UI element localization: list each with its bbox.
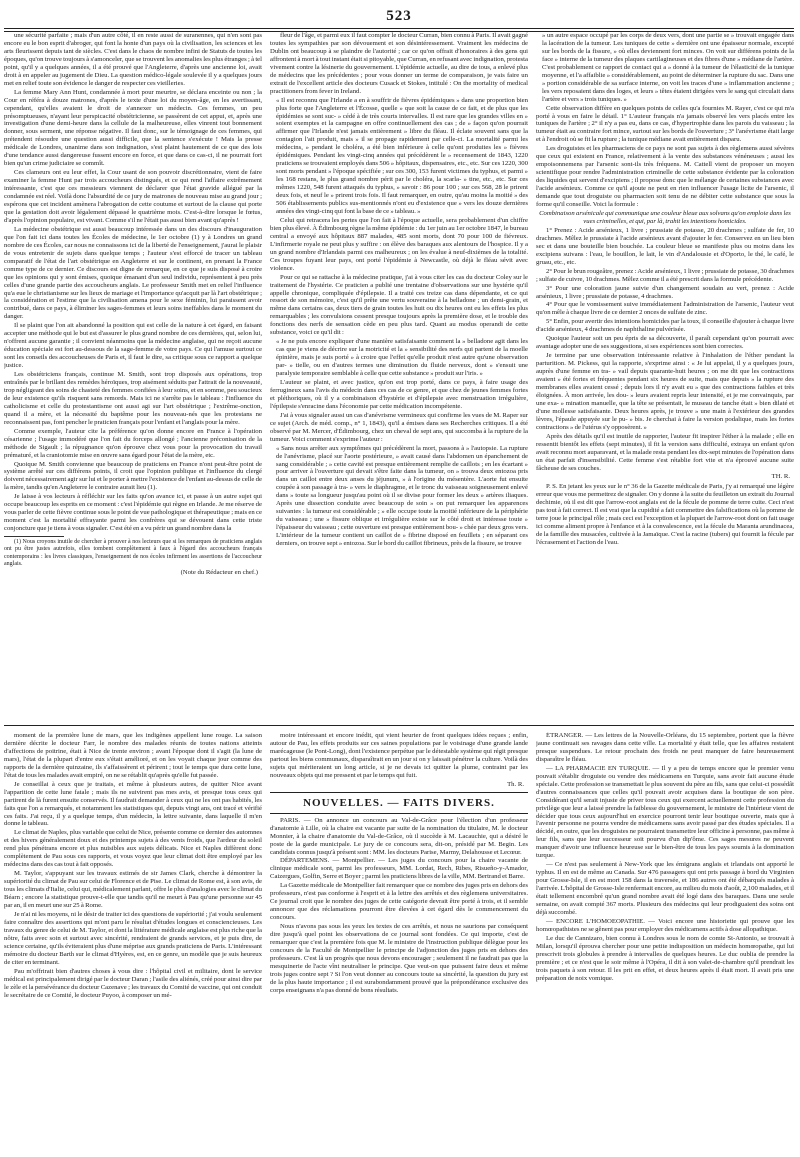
paragraph: Après des détails qu'il est inutile de rapporter, l'auteur fit inspirer l'éther à la malade ; elle en ressentit bientôt les effets (sept minutes), il fit la version sans difficulté, extraya un enfant qu'on avait reconnu mort auparavant, et la malade resta pendant les dix-sept minutes de l'opération dans un état parfait d'insensibilité. Cette femme s'est rétablie fort vite et n'a éprouvé aucune suite fâcheuse de ses couches. — [536, 432, 794, 472]
upper-column-2 — [270, 32, 528, 722]
news-item: ÉTRANGER. — Les lettres de la Nouvelle-Orléans, du 15 septembre, portent que la fièvre jaune continuait ses ravages dans cette ville. La mortalité y était telle, que les affaires restaient presque suspendues. Le retour prochain des froids ne peut manquer de faire heureusement disparaître le fléau. — [536, 732, 794, 763]
paragraph: P. S. En jetant les yeux sur le n° 36 de la Gazette médicale de Paris, j'y ai remarqué une légère erreur que vous me permettrez de signaler. On y donne à la suite du feuilleton un extrait du Journal dechimie, où il est dit que l'arrow-root anglais est de la fécule de pomme de terre cuite. Ceci n'est pas tout à fait correct. Il est vrai que la cupidité a fait commettre des falsifications où la pomme de terre joue le principal rôle ; mais ceci est l'exception et la plupart de l'arrow-root dont on fait usage ici comme aliment propre à l'enfance et à la convalescence, est la fécule du Maranta arundinacea, de la famille des musacées, cultivée à la Jamaïque. C'est la racine (tubers) qui fournit la fécule par l'écrasement et l'action de l'eau. — [536, 483, 794, 547]
paragraph: Les droguistes et les pharmaciens de ce pays ne sont pas sujets à des règlemens aussi sévères que ceux qui existent en France, relativement à la vente des substances vénéneuses ; aussi les empoisonnemens par l'arsenic sont-ils très fréquens. M. Cattell vient de proposer un moyen scientifique pour rendre l'administration criminelle de cette substance évidente par la coloration des liquides qui servent d'excipiens ; il propose donc que le mélange de certaines substances avec l'acide arsénieux. Comme ce qu'il ajoute ne peut en rien influencer l'usage licite de l'arsenic, il demande que tout droguiste ou pharmacien soit tenu de ne débiter cette substance que sous la forme qu'il conseille. Voici la formule : — [536, 145, 794, 209]
paragraph: 2° Pour le brun rougeâtre, prenez : Acide arsénieux, 1 livre ; prussiate de potasse, 30 drachmes ; sulfate de cuivre, 10 drachmes. Mêlez comme il a été prescrit dans la formule précédente. — [536, 267, 794, 283]
paragraph: Je termine par une observation intéressante relative à l'inhalation de l'éther pendant la parturition. M. Pickess, qui la rapporte, s'exprime ainsi : « Je lui appelai, il y a quelques jours, auprès d'une femme en tra- » vail depuis quarante-huit heures ; on me dit que les contractions avaient » été fortes et fréquentes pendant six heures de suite, mais que depuis » la rupture des membranes elles avaient cessé ; depuis lors il n'y avait eu » que des contractions faibles et très éloignées. À mon arrivée, les dou- » leurs avaient repris leur intensité, et je me convainquis, par une exa- » mination manuelle, que la tête se présentait, le museau de tanche était » bien dilaté et d'une mollesse satisfaisante. Deux heures après, je trouve » une main à l'extérieur des grandes lèvres, l'épaule appuyée sur le pu- » bis. Je cherchai à faire la version podalique, mais les fortes contractions » de l'utérus s'y opposèrent. » — [536, 352, 794, 431]
footnote: (1) Nous croyons inutile de chercher à prouver à nos lecteurs que si les remarques de praticiens anglais ont pu être justes autrefois, elles tombent complètement à faux à l'égard des accoucheurs français contemporains : les livres classiques, l'enseignement de nos écoles infirment les assertions de l'accoucheur anglais. — [4, 539, 262, 567]
paragraph: Je conseillai à ceux que je traitais, et même à plusieurs autres, de quitter Nice avant l'apparition de cette lune fatale ; mais ils ne suivirent pas mes avis, et presque tous ceux qui partirent de là furent ensuite conservés. Il faudrait demander à ceux qui ne les ont pas habités, les faits que l'on a remarqués, et notamment les statistiques qui, depuis vingt ans, ont tracé et vérifié ces faits. J'ai reçu, il y a quelque temps, d'un médecin, la lettre suivante, dans laquelle il m'en donne le tableau. — [4, 780, 262, 828]
paragraph: 4° Pour que le vomissement suive immédiatement l'administration de l'arsenic, l'auteur veut qu'on mêle à chaque livre de ce dernier 2 onces de sulfate de zinc. — [536, 301, 794, 317]
upper-column-1 — [4, 32, 262, 722]
paragraph: Je n'ai ni les moyens, ni le désir de traiter ici des questions de supériorité ; j'ai voulu seulement faire connaître des assertions qui m'ont paru le résultat d'études longues et consciencieuses. Les travaux du genre de celui de M. Taylor, et dont la littérature médicale anglaise est plus riche que la nôtre, faits avec soin et surtout avec sincérité, rendraient de grands services, et je puis dire, de science certaine, qu'ils éviteraient plus d'une méprise aux grands praticiens de Paris. L'intéressant mémoire du docteur Barth sur le climat d'Hyères, est, en ce genre, un modèle que je suis heureux de citer en terminant. — [4, 910, 262, 966]
news-section-title: NOUVELLES. — FAITS DIVERS. — [303, 796, 495, 809]
paragraph: L'auteur se plaint, et avec justice, qu'on est trop porté, dans ce pays, à faire usage des ferrugineux sans l'avis du médecin dans ces cas de ce genre, et que chez de jeunes femmes fortes et pléthoriques, où il y a combinaison d'hystérie et d'épilepsie avec menstruation irrégulière, l'épilepsie s'enracine dans l'économie par cette médication incompétente. — [270, 378, 528, 410]
paragraph: 3° Pour une coloration jaune suivie d'un changement soudain au vert, prenez : Acide arsénieux, 1 livre ; prussiate de potasse, 4 drachmes. — [536, 284, 794, 300]
paragraph: La médecine obstétrique est aussi beaucoup intéressée dans un des discours d'inauguration que l'on fait ici dans toutes les Écoles de médecine, le 1er octobre (1) y à Londres un grand nombre de ces Écoles, car nous ne connaissons ici de la liberté de l'enseignement, j'aurai le plaisir de vous entretenir de sujets dans quelque temps ; l'auteur s'est efforcé de tracer un tableau comparatif de l'état de l'art obstétrique en Angleterre et sur le continent, en prenant la France comme type de ce dernier. Ce discours est digne de remarque, en ce que je suis disposé à croire que les opinions qui y sont émises, quoique émanant d'un seul individu, représentent à peu près celles d'une grande partie des accoucheurs anglais. Le professeur Smith met en relief l'influence qu'a eue le christianisme sur les lieux de mariage et l'importance qu'acquit par là l'art obstétrique ; la considération et l'estime que la civilisation amena pour le sexe féminin, lui paraissent avoir contribué, dans ce pays, à éliminer les sages-femmes et leurs soins ineffables dans le moment du danger. — [4, 225, 262, 321]
lower-column-1 — [4, 732, 262, 1152]
news-item: Le duc de Cannizaro, bien connu à Londres sous le nom de comte St-Antonio, se trouvait à Milan, lorsqu'il éprouva chercher pour une petite indisposition un médecin homœopathe, qui lui prescrivit trois globules à prendre à intervalles de quelques heures. Le duc oublia de prendre la première ; et ce n'est que le soir même à l'Opéra, il dit à son valet-de-chambre qu'il prendrait les trois paquets à son retour. Il les prit en effet, et deux heures après il était mort. Il avait pris une préparation de noix vomique. — [536, 934, 794, 982]
paragraph: J'ai à vous signaler aussi un cas d'anévrisme vermineux qui confirme les vues de M. Raper sur ce sujet (Arch. de méd. comp., n° 1, 1843), qu'il a émises dans ses Recherches critiques. Il a été observé par M. Mercer, d'Édimbourg, chez un cheval de sept ans, qui succomba à la rupture de la tumeur. Voici comment s'exprime l'auteur : — [270, 411, 528, 443]
paragraph: 5° Enfin, pour avertir des intentions homicides par la toux, il conseille d'ajouter à chaque livre d'acide arsénieux, 4 drachmes de naphthaline pulvérisée. — [536, 318, 794, 334]
page-number: 523 — [386, 8, 412, 24]
paragraph: Quoique l'auteur soit un peu épris de sa découverte, il paraît cependant qu'on pourrait avec avantage adopter une de ses suggestions, si ses expériences sont bien correctes. — [536, 335, 794, 351]
lower-column-3 — [536, 732, 794, 1152]
lower-columns — [4, 732, 794, 1152]
paragraph: Je laisse à vos lecteurs à réfléchir sur les faits qu'on avance ici, et passe à un autre sujet qui occupe beaucoup les esprits en ce moment : c'est l'épidémie qui règne en Irlande. Je me réserve de vous parler de cette fièvre continue sous le point de vue pathologique et thérapeutique ; mais en ce moment c'est la mortalité effrayante parmi les confrères qui se dévouent dans cette triste conjoncture que je tiens à vous signaler. C'est été en a vu périr un grand nombre dans la — [4, 493, 262, 533]
paragraph: moment de la première lune de mars, que les indigènes appellent lune rouge. La saison dernière décrite le docteur Farr, le nombre des malades réunis de toutes nations atteints d'affections de poitrine, était à Nice de trente environ ; avant l'époque dont il s'agit (la lune de mars), l'état de la plupart d'entre eux s'était amélioré, et on les voyait chaque jour comme des rapports de la dernière quinzaine, ils s'affaissèrent et périrent ; tout le temps que dura cette lune, l'état de tous les malades avait empiré, on ne se rétablit qu'après qu'elle fut passée. — [4, 732, 262, 779]
quotation: « Sans nous arrêter aux symptômes qui précédèrent la mort, passons à » l'autopsie. La rupture de l'anévrisme, placé sur l'aorte postérieure, » avait causé dans l'abdomen un épanchement de sang considérable ; » cette cavité est presque entièrement remplie de caillots ; en les écartant » pour arriver à l'ouverture qui devait s'être faite dans la tumeur, on » trouva deux entozoa pris dans un caillot entre deux anses du jéjunum, » à l'origine du mésentère. L'aorte fut ensuite coupée à son passage à tra- » vers le diaphragme, et le tronc du vaisseau soigneusement enlevé dans » toute sa longueur jusqu'au point où il se divise pour former les deux » artères iliaques. Après une dissection conduite avec beaucoup de soin » on put remarquer les apparences suivantes : la tumeur est considérable ; » elle occupe toute la moitié inférieure de la périphérie du vaisseau ; une » fissure oblique et irrégulière existe sur le côté droit et intéresse toute » l'épaisseur du vaisseau ; cette ouverture est presque entièrement bou- » chée par deux gros vers. L'intérieur de la tumeur contient un caillot de » fibrine disposé en feuillets ; en séparant ces derniers, on trouve sept » entozoa. Sur le bord du caillot fibrineux, près de la fissure, se trouve — [276, 444, 528, 548]
quotation: « Je ne puis encore expliquer d'une manière satisfaisante comment la » belladone agit dans les cas que je viens de décrire sur la motricité et la » sensibilité des nerfs qui partent de la moelle épinière, mais je suis porté » à croire que l'effet qu'elle produit n'est autre qu'une observation par- » tielle, ou en d'autres termes une diminution du fluide nerveux, dont » s'ensuit une paralysie temporaire semblable à celle que cette substance » produit sur l'iris. » — [276, 338, 528, 378]
paragraph: Le climat de Naples, plus variable que celui de Nice, présente comme ce dernier des automnes et des hivers généralement doux et des printemps sujets à des vents froids, que l'ardeur du soleil rend plus pénétrans encore et plus nuisibles aux sujets délicats. Nice et Naples diffèrent donc complètement de Pau sous ces rapports, et vous voyez que leur climat doit être employé par les médecins dans des cas tout à fait opposés. — [4, 829, 262, 869]
news-item: DÉPARTEMENS. — Montpellier. — Les juges du concours pour la chaire vacante de clinique médicale sont, parmi les professeurs, MM. Lordat, Rech, Ribes, Risueño-y-Amador, Caizergues, Golfin, Serre et Boyer ; parmi les praticiens libres de la ville, MM. Bertrand et Barre. — [270, 857, 528, 881]
news-item: — Ce n'est pas seulement à New-York que les émigrans anglais et irlandais ont apporté le typhus. Il en est de même au Canada. Sur 476 passagers qui ont pris passage à bord du Virginien pour Grosse-Isle, il en est mort 158 dans la traversée, et 186 autres ont été débarqués malades à l'arrivée. L'hôpital de Grosse-Isle renfermait encore, au milieu du mois d'août, 2,100 malades, et il était tellement encombré qu'un grand nombre avait été logé dans des baraques. Dans une seule semaine, on avait compté 367 morts. Plusieurs des médecins qui leur prodiguaient des soins ont déjà succombé. — [536, 861, 794, 916]
feuilleton-signature: Th. R. — [507, 780, 524, 788]
paragraph: M. Taylor, s'appuyant sur les travaux estimés de sir James Clark, cherche à démontrer la supériorité du climat de Pau sur celui de Florence et de Pise. Le climat de Rome est, à son avis, de tous les climats d'Italie, celui qui, médicalement parlant, offre le plus d'analogies avec le climat du Béarn ; encore la statistique prouve-t-elle que tandis qu'il ne meurt à Pau qu'une personne sur 45 par an, il en meurt une sur 25 à Rome. — [4, 870, 262, 910]
paragraph: Les obstétriciens français, continue M. Smith, sont trop disposés aux opérations, trop entraînés par le brillant des remèdes héroïques, trop aisément séduits par l'attrait de la nouveauté, trop négligeant des soins de chasteté des femmes confiées à leur soins, et en somme, peu soucieux de leur existence qu'ils risquent sans remords. Mais ici ne s'arrête pas le tableau : l'influence du catholicisme et celle du protestantisme ont aussi agi sur l'art obstétrique ; l'extrême-onction, quand il a mère, et la nécessité du baptême pour les nouveau-nés que les protestans ne reconnaissent pas, font pencher le praticien français pour l'enfant et l'anglais pour la mère. — [4, 371, 262, 426]
lower-column-2 — [270, 732, 528, 1152]
news-item: PARIS. — On annonce un concours au Val-de-Grâce pour l'élection d'un professeur d'anatomie à Lille, où la chaire est vacante par suite de la nomination du titulaire, M. le docteur Monnier, à la chaire d'anatomie du Val-de-Grâce, où il succède à M. Lacauchie, qui a désiré le poste de la garde municipale. Le jury de ce concours sera, dit-on, présidé par M. Begin. Les candidats connus jusqu'à présent sont : MM. les docteurs Parise, Marmy, Delahousse et Lecœur. — [270, 816, 528, 856]
paragraph: Il se plaint que l'on ait abandonné la position qui est celle de la nature à cet égard, en faisant accepter une méthode qui le but est d'assurer le plus grand nombre de ces dernières, qui, selon lui, n'offrent aucune garantie ; il convient néanmoins que la médecine anglaise, qui ne reçoit aucune éducation spéciale est fort au-dessous de la sage-femme de votre pays. Ce qui l'amuse surtout ce sont les conseils des accoucheuses de Paris et, il faut le dire, sa critique sous ce rapport a quelque justice. — [4, 322, 262, 370]
upper-column-3 — [536, 32, 794, 722]
letter-column-1 — [4, 32, 262, 533]
section-rule — [270, 792, 528, 793]
letter-signature: TH. R. — [771, 473, 790, 481]
quotation: » un autre espace occupé par les corps de deux vers, dont une partie se » trouvait engagée dans la lacération de la tumeur. Les tuniques de cette » dernière ont une épaisseur normale, excepté sur les bords de la fissure, » où elles deviennent fort minces. On voit sur différens points de la face » interne de la tumeur des plaques cartilagineuses et des fibres d'une » médiane de l'artère. C'est probablement ce rapport de contact qui a » donné à la tumeur de l'élasticité de la tunique moyenne, et l'a affaiblie » considérablement, au point de déterminer la rupture du sac. Dans une » portion considérable de sa surface interne, on voit les traces d'une » inflammation ancienne ; les vers reposaient dans des loges, et leurs » têtes étaient dirigées vers le sang qui circulait dans l'artère et vers » trois tuniques. » — [542, 32, 794, 103]
news-item: La Gazette médicale de Montpellier fait remarquer que ce nombre des juges pris en dehors des professeurs, n'est pas conforme à l'esprit et à la lettre des arrêtés et des règlemens universitaires. Ce journal croit que le nombre des juges de cette catégorie devrait être porté à trois, et il semble annoncer que des réclamations pourront être élevées à cet égard dès le commencement du concours. — [270, 882, 528, 922]
feuilleton-rule — [4, 725, 794, 726]
paragraph: moire intéressant et encore inédit, qui vient heurter de front quelques idées reçues ; enfin, autour de Pau, les effets produits sur ces saines populations par le voisinage d'une grande lande marécageuse (le Pont-Long), dont l'existence perpétue par le détestable système qui régit presque partout les biens communaux, disparaîtrait en un jour si on y laissait pénétrer la culture. Voilà des sujets qui mériteraient un long article, si je ne devais ici quitter la plume, contraint par les nouveaux objets qui me pressent et par le temps qui fuit. — [270, 732, 528, 779]
quotation: « Il est reconnu que l'Irlande a en à souffrir de fièvres épidémiques » dans une proportion bien plus forte que l'Angleterre et l'Écosse, quelle » que soit la cause de ce fait, et de plus que les épidémies se sont suc- » cédé à de très courts intervalles. Il est rare que les grandes villes en » soient exemptes et la campagne en offre continuellement des cas ; de » façon qu'on pourrait affirmer que l'Irlande n'est jamais entièrement » libre du fléau. Il éclate souvent sans que la contagion l'ait produit, mais » il se propage rapidement par celle-ci. La mortalité parmi les médecins, » pendant le choléra, a été bien inférieure à celle qu'ont produites les » fièvres épidémiques. Pendant les vingt-cinq années qui précédèrent le » recensement de 1843, 1220 praticiens se trouvaient employés dans 506 » hôpitaux, dispensaires, etc., etc. Sur ces 1220, 300 sont morts pendant » l'époque spécifiée ; sur ces 300, 153 furent victimes du typhus, et parmi » les 168 restans, le plus grand nombre périt par le choléra, la scarla- » tine, etc., etc. Sur ces mêmes 1220, 548 furent attaqués du typhus, » savoir : 86 pour 100 ; sur ces 568, 28 le prirent deux fois, et neuf le » prirent trois fois. Il faut remarquer, en outre, qu'au moins la moitié » des 506 établissements publics sus-mentionnés n'ont eu d'existence que » vers les douze dernières années des vingt-cinq qui font la base de ce » tableau. » — [276, 96, 528, 215]
footnote-rule — [4, 536, 64, 537]
footnote-signature: (Note du Rédacteur en chef.) — [180, 568, 258, 576]
formula-heading: Combinaison arsénicale qui communique une couleur bleue aux solvans qu'on emploie dans les vues criminelles, et qui, par là, trahit les intentions homicides. — [539, 209, 791, 225]
paragraph: La femme Mary Ann Hunt, condamnée à mort pour meurtre, se déclara enceinte ou non ; la Cour en référa à douze matrones, d'après le texte d'une loi du moyen-âge, en les avertissant, cependant, qu'elles avaient le droit de s'annexer un médecin. Ces femmes, un peu présomptueuses, n'ayant leur perspicacité obstétricienne, se passèrent de cet appui, et, après une investigation d'une demi-heure dans la cellule de la malheureuse, elles vinrent tout bonnement donner, sous serment, une réponse négative. Il faut donc, sur le témoignage de ces femmes, qui prétendent résoudre une question aussi difficile, que la sentence s'exécute ! Mais la presse médicale de Londres, unanime dans son indignation, s'est plaint hautement de ce que des lois d'une tendance aussi dangereuse fussent encore en force, et que dans ce cas-ci, il ne pourrait fort bien qu'un crime judiciaire se commît. — [4, 88, 262, 168]
paragraph: Pau m'offrirait bien d'autres choses à vous dire : l'hôpital civil et militaire, dont le service médical est principalement dirigé par le docteur Daran ; l'asile des aliénés, créé pour ainsi dire par le zèle et la persévérance du docteur Cazenave ; les travaux du Comité de vaccine, qui ont conduit le secrétaire de ce Comité, le docteur Puyoo, à composer un mé- — [4, 967, 262, 999]
news-item: Nous n'avons pas sous les yeux les textes de ces arrêtés, et nous ne saurions par conséquent dire jusqu'à quel point les observations de ce journal sont fondées. Ce qui importe, c'est de remarquer que c'est la première fois que M. le ministre de l'instruction publique délègue pour les concours de la Faculté de Montpellier le principe de l'adjonction des juges pris en dehors des professeurs. C'est là un progrès que nous devons encourager ; seulement il ne faudrait pas que la mesquinerie de l'acte vînt neutraliser le principe. Que veut-on que puissent faire deux et même trois juges contre sept ? Si l'on veut donner au concours toute sa sincérité, la question du jury est de la plus haute importance ; il est surabondamment prouvé que la prépondérance exclusive des corps enseignans n'a pas donné de bons résultats. — [270, 923, 528, 994]
paragraph: une sécurité parfaite ; mais d'un autre côté, il en reste aussi de suranennes, qui n'en sont pas encore eu le bon esprit d'abroger, qui font la honte d'un pays où la civilisation, les sciences et les arts fleurissent depuis tant de siècles. C'est dans le chaos de nombre infini de Statuts de toutes les époques, qu'on trouve toujours à s'amonceler, que se trouvent les anomalies les plus étranges ; à tel point, qu'il y a quelques années, il a été prouvé que l'Angleterre, d'après une ancienne loi, avait droit à en appeler au jugement de Dieu. La question médico-légale soulevée il y a quelques jours met en relief toute son évidence le danger de respecter ces vieilleries. — [4, 32, 262, 87]
paragraph: Cette observation diffère en quelques points de celles qu'a fournies M. Rayer, c'est ce qui m'a porté à vous en faire le détail. 1° L'auteur français n'a jamais observé les vers placés entre les tuniques de l'artère ; 2° il n'y a pas eu, dans ce cas, d'hypertrophie dans les parois du vaisseau ; la tumeur était au contraire fort mince, surtout sur les bords de l'ouverture ; 3° l'anévrisme était large et à l'endroit où se fit la rupture ; la tunique médiane avait entièrement disparu. — [536, 104, 794, 144]
upper-columns — [4, 32, 794, 722]
section-rule — [270, 813, 528, 814]
paragraph: Ces clameurs ont eu leur effet, la Cour usant de son pouvoir discrétionnaire, vient de faire examiner la femme Hunt par trois accoucheurs distingués, et ce qui rend l'affaire extrêmement intéressante, c'est que ces messieurs viennent de déclarer que l'état gravide allégué par la condamnée est réel. Voilà donc l'absurdité de ce jury de matrones de nouveau mise au grand jour ; espérons que cet incident amènera l'abrogation de cette coutume et surtout de la clause qui porte que la gestation doit avoir légalement dépassé le quatrième mois. C'est-à-dire lorsque le fœtus, d'après l'opinion populaire, est vivant. Comme s'il ne l'était pas aussi bien avant qu'après ! — [4, 169, 262, 224]
paragraph: Pour ce qui se rattache à la médecine pratique, j'ai à vous citer les cas du docteur Coley sur le traitement de l'hystérie. Ce praticien a publié une trentaine d'observations sur une hystérie qu'il appelle chronique, compliquée d'épilepsie. Il a traité ces treize cas dans dépendante, et ce qui ressort de son mémoire, c'est qu'il prête une vertu souveraine à la belladone ; un demi-grain, et même dans certains cas, deux tiers de grain toutes les huit ou dix heures ont eu les effets les plus remarquables ; les convulsions cessent presque toujours après la première dose, et le trouble des fonctions des nerfs de sensation cède en peu plus tard. Quant au modus operandi de cette substance, voici ce qu'il dit : — [270, 273, 528, 337]
news-item: — ENCORE L'HOMOEOPATHIE. — Voici encore une historiette qui prouve que les homœopathistes ne se gênent pas pour employer des médicamens actifs à dose allopathique. — [536, 917, 794, 933]
paragraph: Comme exemple, l'auteur cite la préférence qu'on donne encore en France à l'opération césarienne ; l'usage immodéré que l'on fait du forceps allongé ; l'ancienne préconisation de la méthode de Sigault ; la répugnance qu'on éprouve chez vous pour la provocation du travail prématuré, et la craniotomie mise en œuvre sans égard pour l'état de la mère, etc. — [4, 427, 262, 459]
paragraph: Celui qui retracera les pertes que l'on fait à l'époque actuelle, sera probablement d'un chiffre bien plus élevé. À Édimbourg règne la même épidémie : du 1er juin au 1er octobre 1847, le bureau central a envoyé aux hôpitaux 887 malades, 485 sont morts, dont 70 pour 100 de fiévreux. L'infirmerie royale ne peut plus y suffire : on élève des baraques aux alentours de l'hospice. Il y a un grand nombre d'Irlandais parmi ces malheureux ; on les évalue à neuf-dixièmes de la totalité. Ces troupes fuyant leur pays, ont porté l'épidémie à Newcastle, où déjà le fléau sévit avec violence. — [270, 216, 528, 272]
news-item: — LA PHARMACIE EN TURQUIE. — Il y a peu de temps encore que le premier venu pouvait s'établir droguiste ou vendre des médicamens en Turquie, sans avoir fait aucune étude spéciale. Cette profession se transmettait le plus souvent du père au fils, sans que celui-ci possédât d'autres connaissances que celles qu'il pouvait avoir acquises dans la boutique de son père. Considérant qu'il serait injuste de priver tous ceux qui exercent actuellement cette profession du privilège que leur a laissé prendre la faiblesse du gouvernement, le ministre de l'intérieur vient de décider que tous ceux aujourd'hui en exercice pourront tenir leur boutique ouverte, mais que à l'avenir personne ne pourra vendre de médicamens sans avoir passé par des études spéciales. Il a décidé, en outre, que les droguistes ne pourraient transmettre leur officine à personne, pas même à leur fils, sans que leur successeur soit pourvu d'un dip'ôme. Ces sages mesures ne peuvent manquer d'avoir une influence heureuse sur le bien-être de tous les pays soumis à la domination turque. — [536, 764, 794, 860]
paragraph: 1° Prenez : Acide arsénieux, 1 livre ; prussiate de potasse, 20 drachmes ; sulfate de fer, 10 drachmes. Mêlez le prussiate à l'acide arsénieux avant d'ajouter le fer. Conservez en un lieu bien sec et dans une bouteille bien bouchée. La couleur bleue se manifeste plus ou moins dans les excipiens suivans : l'eau, le bouillon, le lait, le vin d'Andalousie et d'Oporto, le thé, le café, le gruau, etc., etc. — [536, 226, 794, 266]
paragraph: Quoique M. Smith convienne que beaucoup de praticiens en France n'ont peut-être point de système arrêté sur ces différens points, il croit que l'opinion publique et l'influence du clergé doivent nécessairement agir sur lui et le porter à mettre l'existence de l'enfant au-dessus de celle de la mère, tandis qu'en Angleterre le contraire aurait lieu (1). — [4, 460, 262, 492]
paragraph: fleur de l'âge, et parmi eux il faut compter le docteur Curran, bien connu à Paris. Il avait gagné toutes les sympathies par son dévouement et son désintéressement. Vraiment les médecins de Dublin ont beaucoup à se plaindre de l'autorité ; car ce qu'on offrait d'honoraires à des gens qui affrontent à mort à tout instant était si pitoyable, que Curran, en refusant avec indignation, protesta vivement contre la lésinerie du gouvernement. L'épidémie actuelle, au dire de tous, a enlevé plus de médecins que les précédentes ; pour vous donner un terme de comparaison, je vais faire un extrait de l'excellent article des docteurs Cusack et Stokes, intitulé : On the mortality of medical practitioners from fever in Ireland. — [270, 32, 528, 95]
